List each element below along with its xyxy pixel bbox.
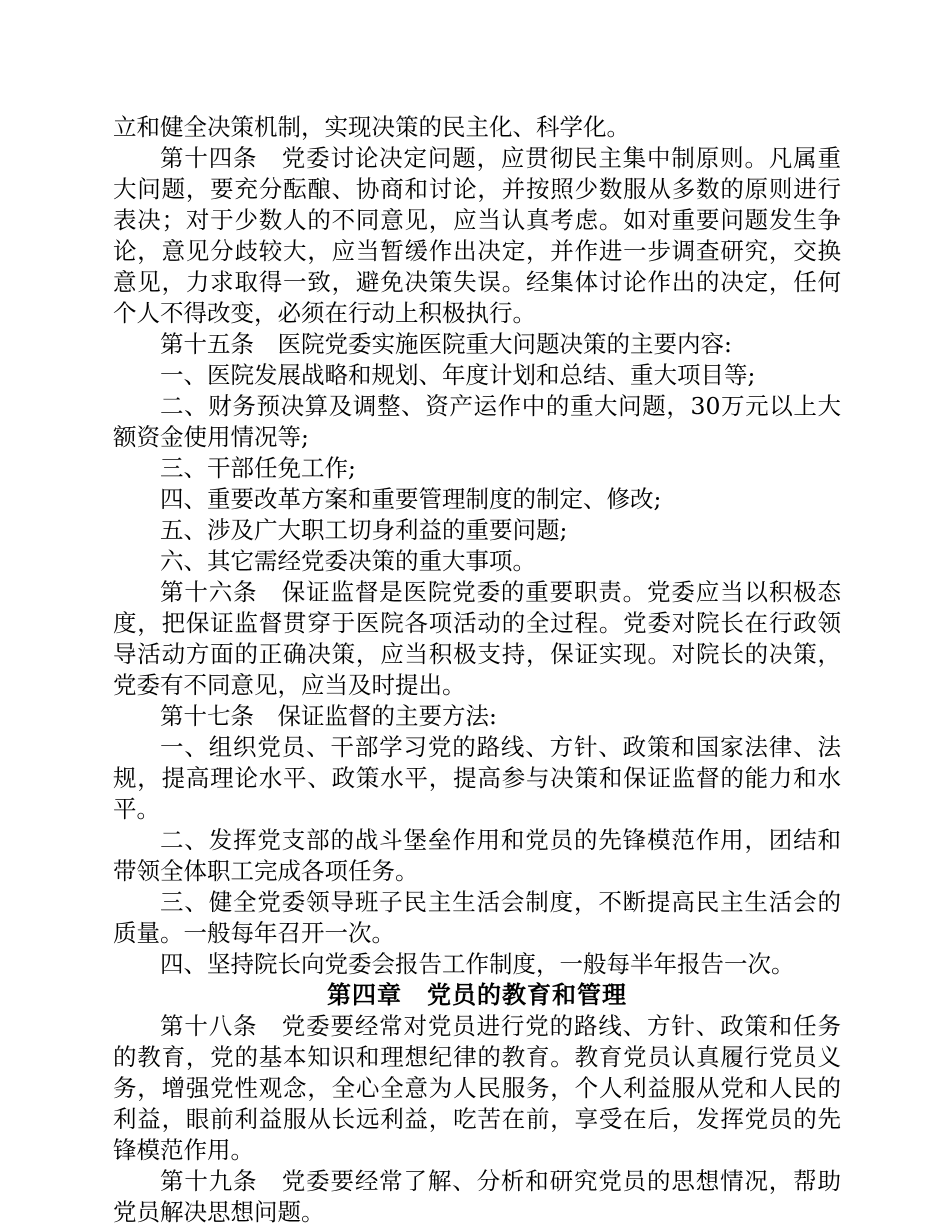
article-15-item-6: 六、其它需经党委决策的重大事项。 xyxy=(160,547,536,575)
article-17-item-2: 二、发挥党支部的战斗堡垒作用和党员的先锋模范作用，团结和带领全体职工完成各项任务。 xyxy=(113,826,841,885)
article-17-item-3: 三、健全党委领导班子民主生活会制度，不断提高民主生活会的质量。一般每年召开一次。 xyxy=(113,888,841,947)
article-15-item-2: 二、财务预决算及调整、资产运作中的重大问题，30万元以上大额资金使用情况等; xyxy=(113,392,841,451)
document-page xyxy=(113,112,841,1228)
article-14: 第十四条 党委讨论决定问题，应贯彻民主集中制原则。凡属重大问题，要充分酝酿、协商和讨论，并按照少数服从多数的原则进行表决；对于少数人的不同意见，应当认真考虑。如对重要问题发生争论，意见分歧较大，应当暂缓作出决定，并作进一步调查研究，交换意见，力求取得一致，避免决策失误。经集体讨论作出的决定，任何个人不得改变，必须在行动上积极执行。 xyxy=(113,144,841,327)
article-15-item-3: 三、干部任免工作; xyxy=(160,454,356,482)
paragraph-continuation: 立和健全决策机制，实现决策的民主化、科学化。 xyxy=(113,113,630,141)
article-15-item-4: 四、重要改革方案和重要管理制度的制定、修改; xyxy=(160,485,662,513)
article-15-item-5: 五、涉及广大职工切身利益的重要问题; xyxy=(160,516,568,544)
article-15: 第十五条 医院党委实施医院重大问题决策的主要内容: xyxy=(160,330,732,358)
article-16: 第十六条 保证监督是医院党委的重要职责。党委应当以积极态度，把保证监督贯穿于医院各项活动的全过程。党委对院长在行政领导活动方面的正确决策，应当积极支持，保证实现。对院长的决策，党委有不同意见，应当及时提出。 xyxy=(113,578,841,699)
article-17-item-1: 一、组织党员、干部学习党的路线、方针、政策和国家法律、法规，提高理论水平、政策水平，提高参与决策和保证监督的能力和水平。 xyxy=(113,733,841,823)
article-15-item-1: 一、医院发展战略和规划、年度计划和总结、重大项目等; xyxy=(160,361,756,389)
article-19: 第十九条 党委要经常了解、分析和研究党员的思想情况，帮助党员解决思想问题。 xyxy=(113,1167,841,1226)
article-17-item-4: 四、坚持院长向党委会报告工作制度，一般每半年报告一次。 xyxy=(160,950,795,978)
article-18: 第十八条 党委要经常对党员进行党的路线、方针、政策和任务的教育，党的基本知识和理想纪律的教育。教育党员认真履行党员义务，增强党性观念，全心全意为人民服务，个人利益服从党和人民的利益，眼前利益服从长远利益，吃苦在前，享受在后，发挥党员的先锋模范作用。 xyxy=(113,1012,841,1164)
article-17: 第十七条 保证监督的主要方法: xyxy=(160,702,497,730)
chapter-title: 第四章 党员的教育和管理 xyxy=(327,981,627,1009)
